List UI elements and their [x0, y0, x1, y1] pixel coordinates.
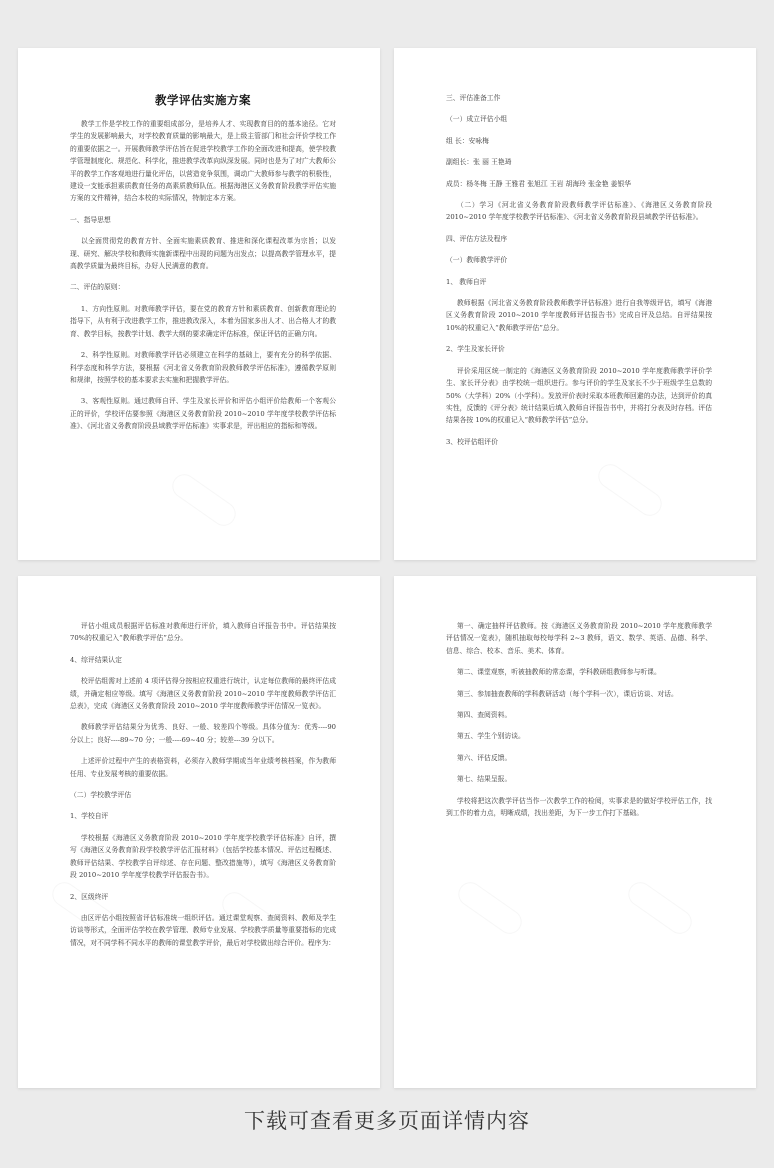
document-title: 教学评估实施方案 — [155, 93, 251, 107]
paragraph: 1、方向性原则。对教师教学评估，要在党的教育方针和素质教育、创新教育理论的指导下，从有利于改进教学工作，推进教改深入，本着为国家多出人才、出合格人才的教育、教学目标，按教学计划、教学大纲的要求确定评估标准，保证评估的正确方向。 — [70, 304, 336, 338]
paragraph: 教学工作是学校工作的重要组成部分，是培养人才、实现教育目的的基本途径。它对学生的发展影响最大，对学校教育质量的影响最大，是上级主管部门和社会评价学校工作的重要依据之一。开展教师教学评估旨在促进学校教学工作的全面改进和提高，使学校教学管理制度化、规范化、科学化，推进教学改革向纵深发展。同时也是为了对广大教师公平的教学工作客观地进行量化评估，以营造竞争氛围，调动广大教师参与教学的积极性，建设一支能承担素质教育任务的高素质教师队伍。根据海港区义务教育阶段教学评估实施方案的文件精神，结合本校的实际情况，特制定本方案。 — [70, 120, 336, 203]
section-heading: 3、校评估组评价 — [446, 437, 498, 446]
page-content — [70, 620, 336, 958]
section-heading: （一）教师教学评价 — [446, 256, 508, 265]
section-heading: （二）学校教学评估 — [70, 791, 132, 800]
paragraph: 第六、评估反馈。 — [456, 753, 512, 762]
paragraph: 第七、结果呈报。 — [456, 775, 512, 784]
paragraph: 2、科学性原则。对教师教学评估必须建立在科学的基础上，要有充分的科学依据、科学态度和科学方法，要根据《河北省义务教育阶段教师教学评估标准》，遵循教学原则和规律，按照学校的基本要求去实施和把握教学评估。 — [70, 351, 336, 384]
section-heading: 1、 教师自评 — [446, 277, 487, 286]
paragraph: 第三、参加抽查教师的学科教研活动（每个学科一次），课后访谈、对话。 — [456, 689, 678, 698]
paragraph: 第一、确定抽样评估教师。按《海港区义务教育阶段 2010~2010 学年度教师教学评估情况一览表》，随机抽取每校每学科 2~3 教师，语文、数学、英语、品德、科学、信息、综合、校本、音乐、美术、体育。 — [446, 622, 712, 655]
paragraph: （二）学习《河北省义务教育阶段教师教学评估标准》、《海港区义务教育阶段 2010~2010 学年度学校教学评估标准》、《河北省义务教育阶段县域教学评估标准》。 — [446, 201, 712, 222]
document-page-2 — [394, 48, 756, 560]
section-heading: （一）成立评估小组 — [446, 115, 508, 124]
section-heading: 4、综评结果认定 — [70, 655, 122, 664]
document-page-4 — [394, 576, 756, 1088]
paragraph: 以全面贯彻党的教育方针、全面实施素质教育、推进和深化课程改革为宗旨；以发现、研究、解决学校和教师实施新课程中出现的问题为出发点；以提高教学管理水平，提高教学质量为最终目标，办好人民满意的教育。 — [70, 237, 336, 271]
paragraph: 教师根据《河北省义务教育阶段教师教学评估标准》进行自我等级评估，填写《海港区义务教育阶段 2010~2010 学年度教师评估报告书》完成自评及总结。自评结果按 10%的权重记入“教师教学评估”总分。 — [446, 299, 712, 332]
page-content — [446, 620, 712, 828]
paragraph: 学校根据《海港区义务教育阶段 2010~2010 学年度学校教学评估标准》自评，撰写《海港区义务教育阶段学校教学评估汇报材料》（包括学校基本情况、评估过程概述、教师评估结果、学校教学自评综述、存在问题、整改措施等），填写《海港区义务教育阶段 2010~2010 学年度学校教学评估报告书》。 — [70, 833, 336, 880]
document-page-1 — [18, 48, 380, 560]
paragraph: 评价采用区统一制定的《海港区义务教育阶段 2010~2010 学年度教师教学评价学生、家长评分表》由学校统一组织进行。参与评价的学生及家长不少于班级学生总数的 50%（大学科）20%（小学科）。发放评价表时采取本班教师回避的办法，达到评价的真实性，反馈的《评分表》统计结果后填入教师自评报告书中，并将打分表及时存档。评估结果各按 10%的权重记入“教师教学评估”总分。 — [446, 366, 712, 425]
section-heading: 二、评估的原则： — [70, 283, 125, 292]
section-heading: 成员：杨冬梅 王静 王雅君 张旭江 王岩 胡海玲 张金艳 姜银华 — [446, 179, 632, 188]
section-heading: 2、学生及家长评价 — [446, 345, 505, 354]
watermark-mark — [454, 878, 527, 939]
section-heading: 组 长：安咏梅 — [446, 136, 489, 145]
paragraph: 由区评估小组按照省评估标准统一组织评估。通过课堂观察、查阅资料、教师及学生访谈等形式，全面评估学校在教学管理、教师专业发展、学校教学质量等重要指标的完成情况，对不同学科不同水平的教师的课堂教学评价，最后对学校做出综合评价。程序为： — [70, 913, 336, 947]
paragraph: 第四、查阅资料。 — [456, 711, 512, 720]
paragraph: 上述评价过程中产生的表格资料，必须存入教师学期或当年业绩考核档案，作为教师任用、专业发展考核的重要依据。 — [70, 757, 336, 778]
section-heading: 副组长：张 丽 王艳琦 — [446, 158, 512, 167]
section-heading: 三、评估准备工作 — [446, 94, 501, 102]
watermark-mark — [594, 460, 667, 521]
page-content — [446, 92, 712, 457]
document-page-3 — [18, 576, 380, 1088]
paragraph: 第二、课堂观察，听被抽教师的常态课，学科教研组教师参与听课。 — [456, 668, 661, 677]
watermark-mark — [168, 470, 241, 531]
section-heading: 四、评估方法及程序 — [446, 234, 508, 243]
section-heading: 一、指导思想 — [70, 215, 111, 224]
paragraph: 教师教学评估结果分为优秀、良好、一般、较差四个等级。具体分值为：优秀----90 分以上；良好----89~70 分；一般----69~40 分；较差---39 分以下。 — [70, 723, 336, 744]
download-caption[interactable]: 下载可查看更多页面详情内容 — [244, 1109, 530, 1133]
section-heading: 2、区级终评 — [70, 892, 109, 901]
paragraph: 3、客观性原则。通过教师自评、学生及家长评价和评估小组评价给教师一个客观公正的评价，学校评估要参照《海港区义务教育阶段 2010~2010 学年度学校教学评估标准》、《河北省义务教育阶段县域教学评估标准》实事求是，评出相应的指标和等级。 — [70, 397, 336, 431]
page-content — [70, 88, 336, 442]
paragraph: 学校将把这次教学评估当作一次教学工作的检阅，实事求是的做好学校评估工作，找到工作的着力点，明晰成绩，找出差距，为下一步工作打下基础。 — [446, 796, 712, 818]
section-heading: 1、学校自评 — [70, 812, 109, 821]
paragraph: 校评估组需对上述前 4 项评估得分按相应权重进行统计，认定每位教师的最终评估成绩，并确定相应等级。填写《海港区义务教育阶段 2010~2010 学年度教师教学评估汇总表》，完成《海港区义务教育阶段 2010~2010 学年度教师教学评估情况一览表》。 — [70, 677, 336, 711]
paragraph: 第五、学生个别访谈。 — [456, 732, 525, 741]
paragraph: 评估小组成员根据评估标准对教师进行评价，填入教师自评报告书中。评估结果按 70%的权重记入“教师教学评估”总分。 — [70, 622, 336, 643]
watermark-mark — [624, 878, 697, 939]
